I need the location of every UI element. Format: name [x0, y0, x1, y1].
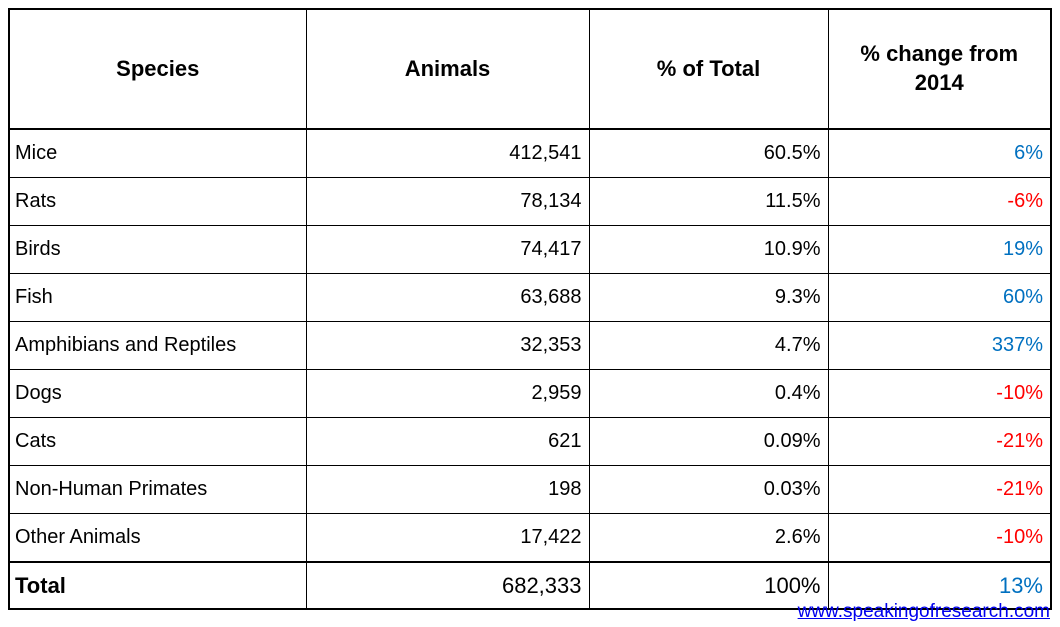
- table-row: [9, 370, 1051, 418]
- table-row: [9, 274, 1051, 322]
- animals-cell: 78,134: [306, 178, 589, 226]
- pct-total-cell: 11.5%: [589, 178, 828, 226]
- species-cell: Mice: [9, 129, 306, 178]
- total-animals-cell: 682,333: [306, 562, 589, 609]
- table-body: [9, 129, 1051, 609]
- header-pct-change: % change from 2014: [828, 9, 1051, 129]
- animals-cell: 198: [306, 466, 589, 514]
- pct-total-cell: 4.7%: [589, 322, 828, 370]
- animals-cell: 63,688: [306, 274, 589, 322]
- header-species: Species: [9, 9, 306, 129]
- pct-total-cell: 9.3%: [589, 274, 828, 322]
- table-header: [9, 9, 1051, 129]
- pct-change-cell: 60%: [828, 274, 1051, 322]
- table-row: [9, 178, 1051, 226]
- pct-total-cell: 0.03%: [589, 466, 828, 514]
- speakingofresearch-link[interactable]: www.speakingofresearch.com: [797, 601, 1050, 622]
- species-cell: Fish: [9, 274, 306, 322]
- pct-change-cell: -21%: [828, 418, 1051, 466]
- table-row: [9, 418, 1051, 466]
- species-cell: Rats: [9, 178, 306, 226]
- animals-cell: 2,959: [306, 370, 589, 418]
- total-pct-cell: 100%: [589, 562, 828, 609]
- pct-change-cell: 337%: [828, 322, 1051, 370]
- species-statistics-table: [8, 8, 1052, 610]
- pct-change-cell: -10%: [828, 370, 1051, 418]
- animals-cell: 621: [306, 418, 589, 466]
- total-label-cell: Total: [9, 562, 306, 609]
- pct-total-cell: 0.09%: [589, 418, 828, 466]
- species-cell: Amphibians and Reptiles: [9, 322, 306, 370]
- table-row: [9, 466, 1051, 514]
- pct-change-cell: 6%: [828, 129, 1051, 178]
- species-cell: Birds: [9, 226, 306, 274]
- pct-change-cell: 13%: [828, 562, 1051, 609]
- species-cell: Cats: [9, 418, 306, 466]
- table-row: [9, 514, 1051, 563]
- pct-change-cell: -6%: [828, 178, 1051, 226]
- header-pct-total: % of Total: [589, 9, 828, 129]
- pct-total-cell: 0.4%: [589, 370, 828, 418]
- species-cell: Non-Human Primates: [9, 466, 306, 514]
- pct-change-cell: -21%: [828, 466, 1051, 514]
- pct-total-cell: 2.6%: [589, 514, 828, 563]
- animals-cell: 32,353: [306, 322, 589, 370]
- table-row: [9, 322, 1051, 370]
- pct-total-cell: 10.9%: [589, 226, 828, 274]
- pct-change-cell: -10%: [828, 514, 1051, 563]
- pct-change-cell: 19%: [828, 226, 1051, 274]
- table-row: [9, 226, 1051, 274]
- animals-cell: 74,417: [306, 226, 589, 274]
- pct-total-cell: 60.5%: [589, 129, 828, 178]
- animals-cell: 412,541: [306, 129, 589, 178]
- table-row: [9, 129, 1051, 178]
- header-row: [9, 9, 1051, 129]
- species-cell: Dogs: [9, 370, 306, 418]
- header-animals: Animals: [306, 9, 589, 129]
- species-cell: Other Animals: [9, 514, 306, 563]
- animals-cell: 17,422: [306, 514, 589, 563]
- footer: [8, 601, 1050, 623]
